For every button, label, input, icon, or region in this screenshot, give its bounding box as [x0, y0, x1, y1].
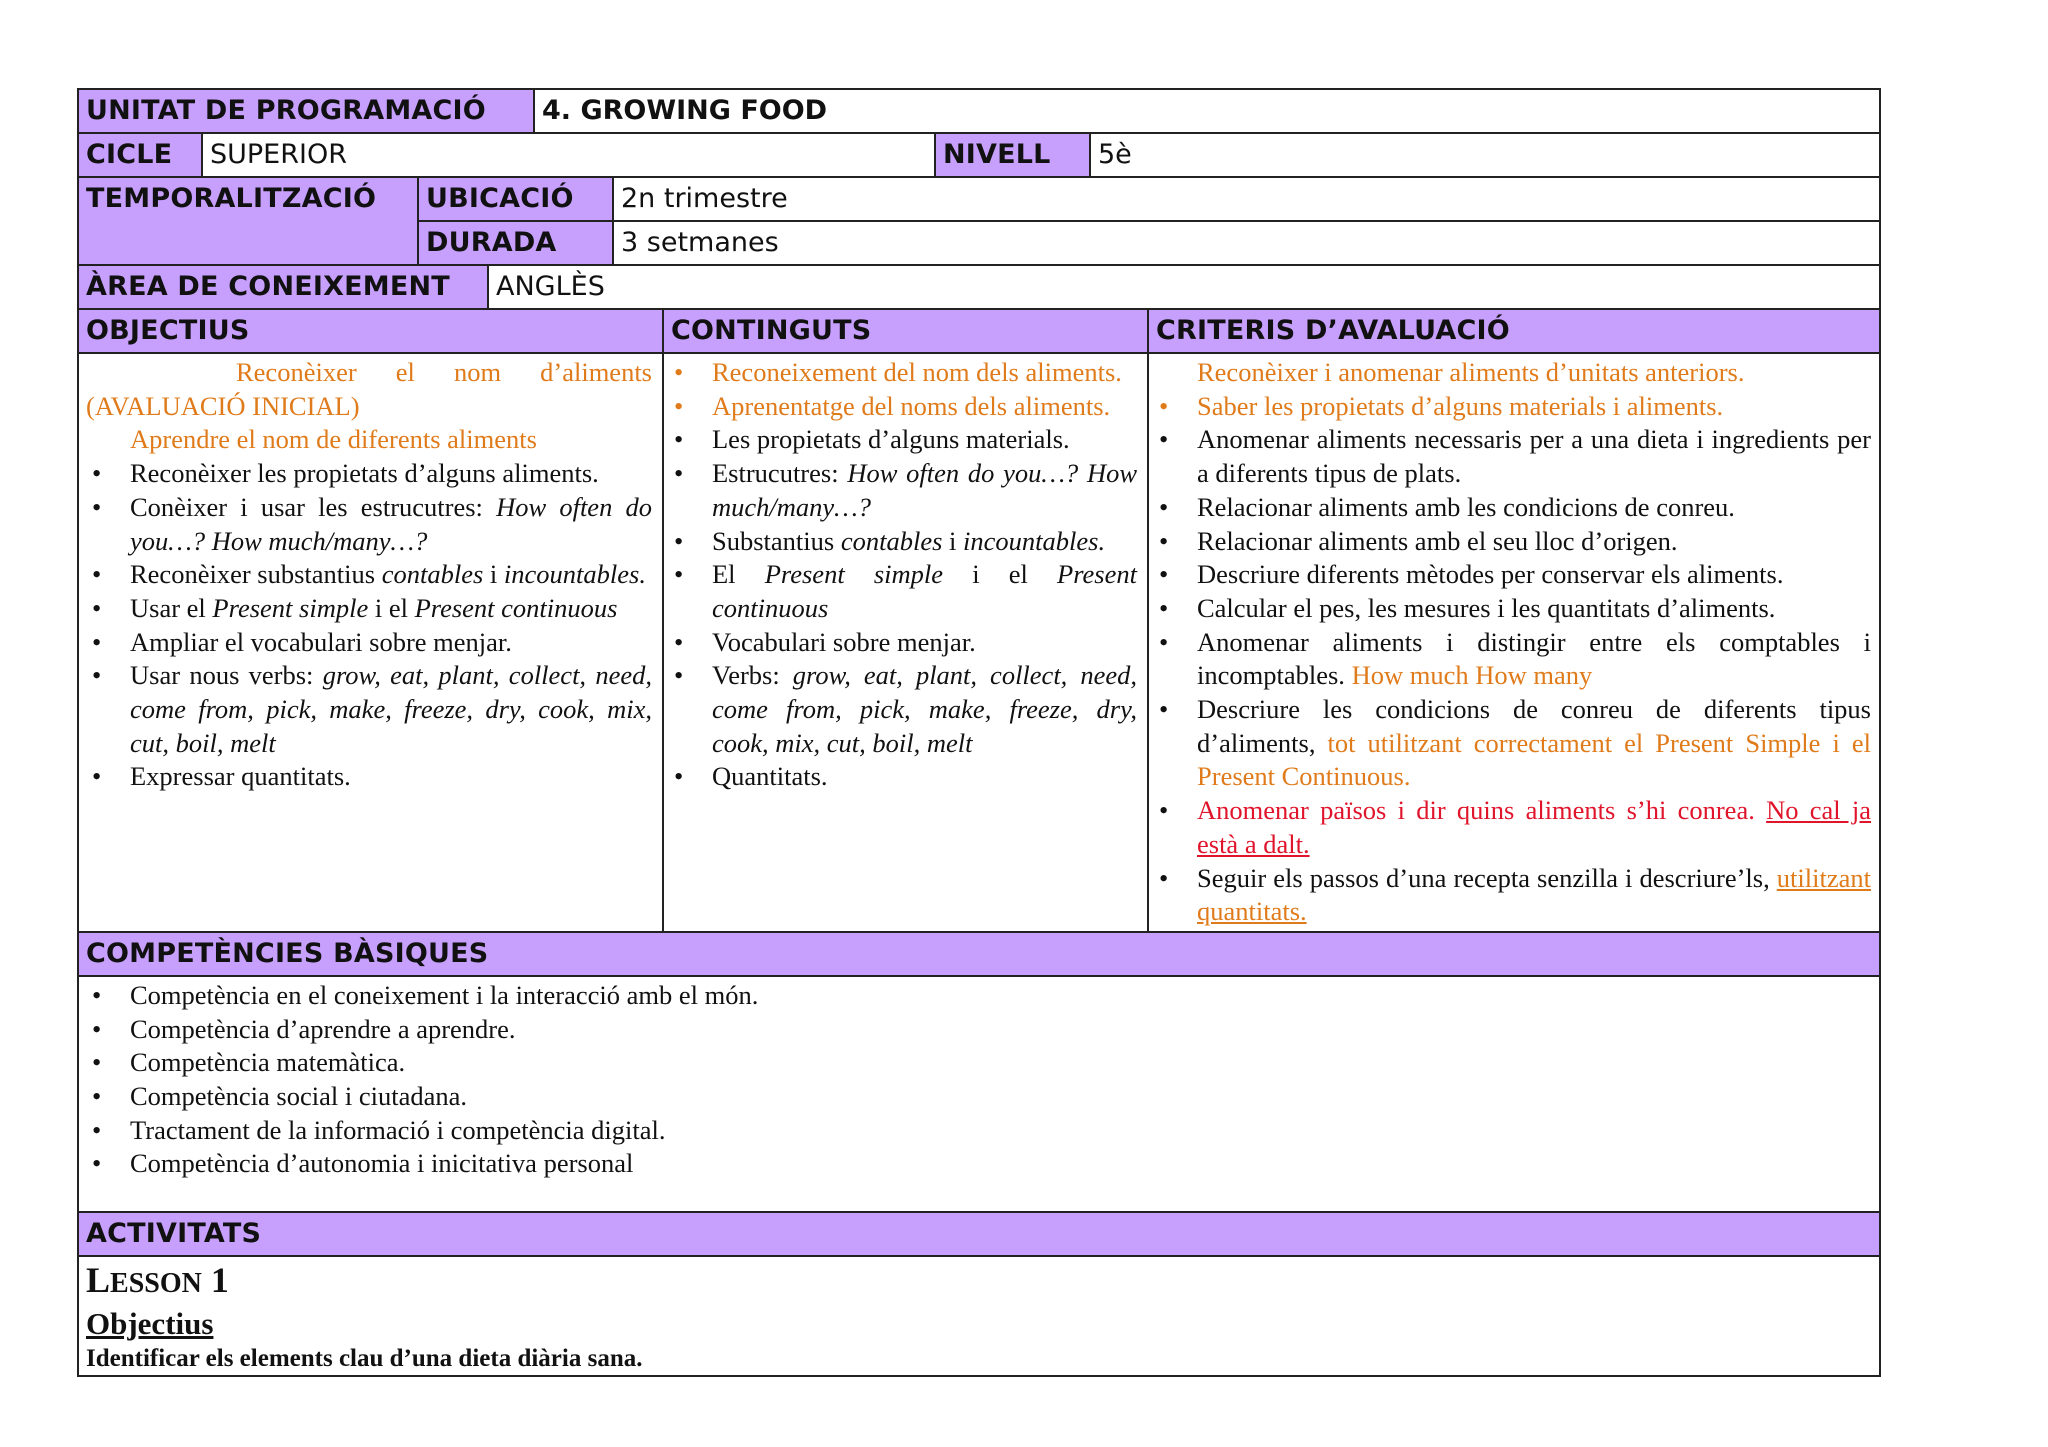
- competencies-header: COMPETÈNCIES BÀSIQUES: [79, 933, 1879, 975]
- contingut-item: • Quantitats.: [668, 760, 1137, 794]
- nivell-value: 5è: [1089, 134, 1879, 176]
- criteri-item: • Relacionar aliments amb el seu lloc d’origen.: [1153, 525, 1871, 559]
- durada-value: 3 setmanes: [612, 222, 1879, 264]
- unitat-value: 4. GROWING FOOD: [533, 90, 1879, 132]
- ubicacio-value: 2n trimestre: [612, 178, 1879, 220]
- criteri-item: • Anomenar aliments i distingir entre els comptables i incomptables. How much How many: [1153, 626, 1871, 693]
- competencies-row: [77, 977, 1881, 1213]
- contingut-item: • Reconeixement del nom dels aliments.: [668, 356, 1137, 390]
- unitat-row: [77, 88, 1881, 134]
- contingut-item: • Aprenentatge del noms dels aliments.: [668, 390, 1137, 424]
- objectius-column: [79, 354, 662, 931]
- objectiu-item: • Usar el Present simple i el Present continuous: [86, 592, 652, 626]
- cicle-value: SUPERIOR: [201, 134, 934, 176]
- criteris-column: [1147, 354, 1879, 931]
- objectiu-item: • Reconèixer substantius contables i incountables.: [86, 558, 652, 592]
- area-value: ANGLÈS: [487, 266, 1879, 308]
- criteri-item: Reconèixer i anomenar aliments d’unitats anteriors.: [1197, 357, 1745, 387]
- competencia-item: • Tractament de la informació i competència digital.: [86, 1114, 1872, 1148]
- continguts-column: [662, 354, 1147, 931]
- competencia-item: • Competència d’aprendre a aprendre.: [86, 1013, 1872, 1047]
- objectiu-item: Reconèixer el nom d’aliments (AVALUACIÓ INICIAL): [86, 357, 652, 421]
- objectiu-item: • Ampliar el vocabulari sobre menjar.: [86, 626, 652, 660]
- ubicacio-label: UBICACIÓ: [419, 178, 612, 220]
- activitats-header-row: [77, 1213, 1881, 1257]
- contingut-item: • Vocabulari sobre menjar.: [668, 626, 1137, 660]
- content-row: [77, 354, 1881, 933]
- competencia-item: • Competència matemàtica.: [86, 1046, 1872, 1080]
- criteri-item: • Anomenar aliments necessaris per a una dieta i ingredients per a diferents tipus de plats.: [1153, 423, 1871, 490]
- competencies-list: [79, 977, 1879, 1211]
- competencia-item: • Competència social i ciutadana.: [86, 1080, 1872, 1114]
- competencia-item: • Competència en el coneixement i la interacció amb el món.: [86, 979, 1872, 1013]
- competencies-header-row: [77, 933, 1881, 977]
- lesson-title: LESSON 1: [86, 1259, 229, 1300]
- cicle-label: CICLE: [79, 134, 201, 176]
- cicle-row: [77, 134, 1881, 178]
- area-label: ÀREA DE CONEIXEMENT: [79, 266, 487, 308]
- objectiu-item: • Reconèixer les propietats d’alguns aliments.: [86, 457, 652, 491]
- criteri-item: • Saber les propietats d’alguns materials i aliments.: [1153, 390, 1871, 424]
- contingut-item: • Verbs: grow, eat, plant, collect, need, come from, pick, make, freeze, dry, cook, mix, cut, boil, melt: [668, 659, 1137, 760]
- competencia-item: • Competència d’autonomia i inicitativa personal: [86, 1147, 1872, 1181]
- columns-header-row: [77, 310, 1881, 354]
- activitats-header: ACTIVITATS: [79, 1213, 1879, 1255]
- contingut-item: • El Present simple i el Present continuous: [668, 558, 1137, 625]
- criteris-header: CRITERIS D’AVALUACIÓ: [1147, 310, 1879, 352]
- temporalitzacio-label: TEMPORALITZACIÓ: [79, 178, 417, 264]
- durada-label: DURADA: [419, 222, 612, 264]
- lesson-objectius-heading: Objectius: [86, 1305, 214, 1341]
- continguts-header: CONTINGUTS: [662, 310, 1147, 352]
- criteri-item: • Descriure les condicions de conreu de diferents tipus d’aliments, tot utilitzant correctament el Present Simple i el Present Continuous.: [1153, 693, 1871, 794]
- criteri-item: • Relacionar aliments amb les condicions de conreu.: [1153, 491, 1871, 525]
- contingut-item: • Substantius contables i incountables.: [668, 525, 1137, 559]
- objectiu-item: • Usar nous verbs: grow, eat, plant, collect, need, come from, pick, make, freeze, dry, cook, mix, cut, boil, melt: [86, 659, 652, 760]
- objectiu-item: Aprendre el nom de diferents aliments: [130, 424, 537, 455]
- contingut-item: • Estrucutres: How often do you…? How much/many…?: [668, 457, 1137, 524]
- activitats-row: [77, 1257, 1881, 1377]
- nivell-label: NIVELL: [934, 134, 1089, 176]
- unitat-label: UNITAT DE PROGRAMACIÓ: [79, 90, 533, 132]
- temporalitzacio-subtable: [417, 178, 1879, 264]
- criteri-item: • Anomenar països i dir quins aliments s’hi conrea. No cal ja està a dalt.: [1153, 794, 1871, 861]
- criteri-item: • Descriure diferents mètodes per conservar els aliments.: [1153, 558, 1871, 592]
- area-row: [77, 266, 1881, 310]
- objectiu-item: • Expressar quantitats.: [86, 760, 652, 794]
- objectius-header: OBJECTIUS: [79, 310, 662, 352]
- criteri-item: • Calcular el pes, les mesures i les quantitats d’aliments.: [1153, 592, 1871, 626]
- contingut-item: • Les propietats d’alguns materials.: [668, 423, 1137, 457]
- temporalitzacio-row: [77, 178, 1881, 266]
- objectiu-item: • Conèixer i usar les estrucutres: How often do you…? How much/many…?: [86, 491, 652, 558]
- programming-unit-table: [77, 88, 1881, 1377]
- criteri-item: • Seguir els passos d’una recepta senzilla i descriure’ls, utilitzant quantitats.: [1153, 862, 1871, 929]
- lesson-objective: Identificar els elements clau d’una dieta diària sana.: [86, 1344, 643, 1372]
- activitats-content: [79, 1257, 1879, 1375]
